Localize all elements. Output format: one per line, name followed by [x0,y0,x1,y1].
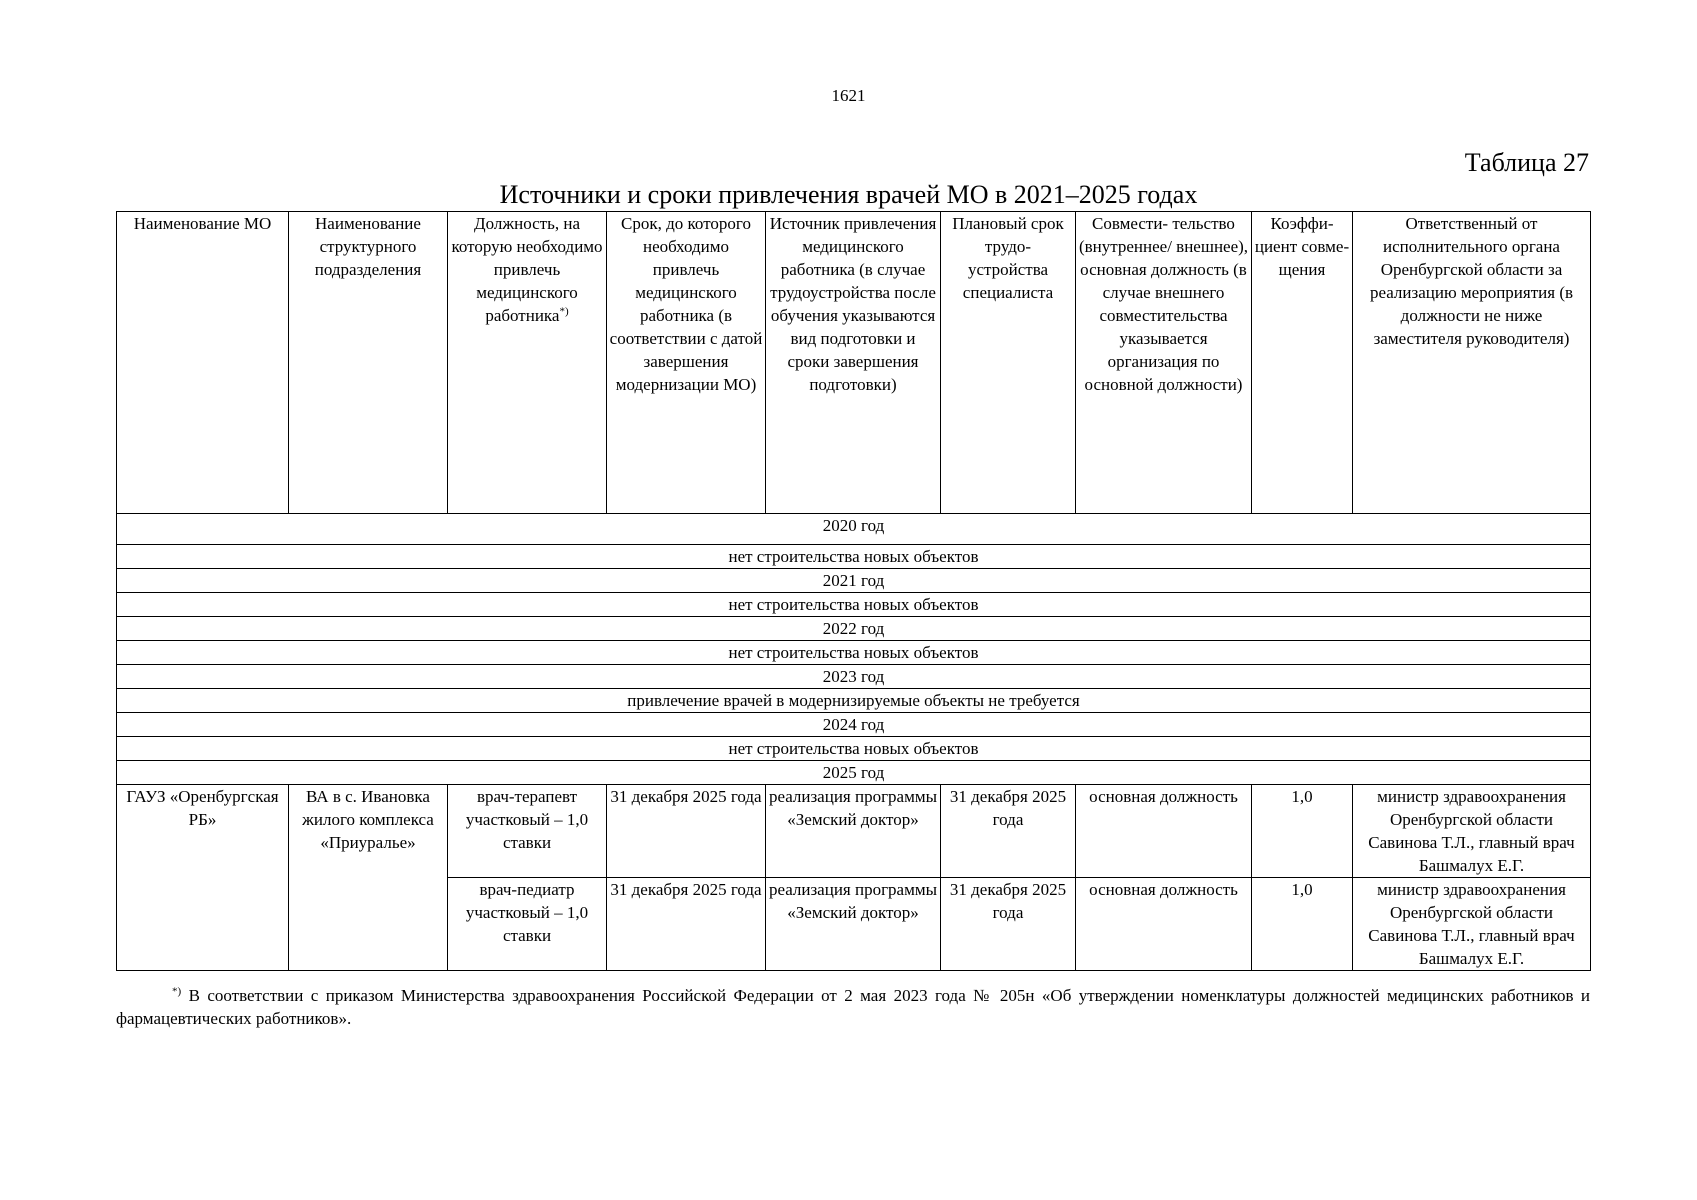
header-combination: Совмести- тельство (внутреннее/ внешнее), основная должность (в случае внешнего совместительства указывается организация по основной должности) [1076,212,1252,514]
year-label: 2021 год [117,569,1591,593]
header-position [448,212,607,514]
span-row [117,617,1591,641]
span-row [117,514,1591,545]
header-coefficient: Коэффи- циент совме- щения [1252,212,1353,514]
header-position-text: Должность, на которую необходимо привлечь медицинского работника [451,214,603,325]
status-note: нет строительства новых объектов [117,641,1591,665]
cell-planned-date: 31 декабря 2025 года [941,878,1076,971]
cell-source: реализация программы «Земский доктор» [766,878,941,971]
header-source: Источник привлечения медицинского работника (в случае трудоустройства после обучения указываются вид подготовки и сроки завершения подготовки) [766,212,941,514]
table-title: Источники и сроки привлечения врачей МО в 2021–2025 годах [499,180,1198,209]
year-label: 2023 год [117,665,1591,689]
header-subdivision: Наименование структурного подразделения [289,212,448,514]
cell-deadline: 31 декабря 2025 года [607,785,766,878]
header-mo: Наименование МО [117,212,289,514]
span-row [117,665,1591,689]
cell-subdivision: ВА в с. Ивановка жилого комплекса «Приуралье» [289,785,448,971]
header-deadline: Срок, до которого необходимо привлечь медицинского работника (в соответствии с датой завершения модернизации МО) [607,212,766,514]
cell-planned-date: 31 декабря 2025 года [941,785,1076,878]
header-planned-date: Плановый срок трудо- устройства специалиста [941,212,1076,514]
cell-deadline: 31 декабря 2025 года [607,878,766,971]
status-note: нет строительства новых объектов [117,737,1591,761]
header-footnote-mark: *) [559,305,569,318]
header-responsible: Ответственный от исполнительного органа Оренбургской области за реализацию мероприятия (в должности не ниже заместителя руководителя) [1353,212,1591,514]
footnote-text: В соответствии с приказом Министерства здравоохранения Российской Федерации от 2 мая 2023 года № 205н «Об утверждении номенклатуры должностей медицинских работников и фармацевтических работников». [116,986,1590,1028]
doctors-table [116,211,1591,971]
year-label: 2020 год [117,514,1591,545]
span-row [117,545,1591,569]
span-row [117,569,1591,593]
cell-position: врач-педиатр участковый – 1,0 ставки [448,878,607,971]
cell-combination: основная должность [1076,878,1252,971]
table-row [117,785,1591,878]
year-label: 2022 год [117,617,1591,641]
cell-responsible: министр здравоохранения Оренбургской области Савинова Т.Л., главный врач Башмалух Е.Г. [1353,878,1591,971]
span-row [117,641,1591,665]
span-row [117,713,1591,737]
span-row [117,761,1591,785]
cell-mo: ГАУЗ «Оренбургская РБ» [117,785,289,971]
footnote-mark: *) [172,985,182,998]
status-note: привлечение врачей в модернизируемые объекты не требуется [117,689,1591,713]
cell-coefficient: 1,0 [1252,878,1353,971]
cell-position: врач-терапевт участковый – 1,0 ставки [448,785,607,878]
header-row [117,212,1591,514]
span-row [117,737,1591,761]
footnote [116,984,1590,1030]
year-label: 2024 год [117,713,1591,737]
cell-responsible: министр здравоохранения Оренбургской области Савинова Т.Л., главный врач Башмалух Е.Г. [1353,785,1591,878]
page-number: 1621 [831,86,866,105]
span-row [117,689,1591,713]
status-note: нет строительства новых объектов [117,545,1591,569]
year-label: 2025 год [117,761,1591,785]
status-note: нет строительства новых объектов [117,593,1591,617]
cell-coefficient: 1,0 [1252,785,1353,878]
span-row [117,593,1591,617]
table-label: Таблица 27 [1464,148,1589,177]
cell-source: реализация программы «Земский доктор» [766,785,941,878]
cell-combination: основная должность [1076,785,1252,878]
